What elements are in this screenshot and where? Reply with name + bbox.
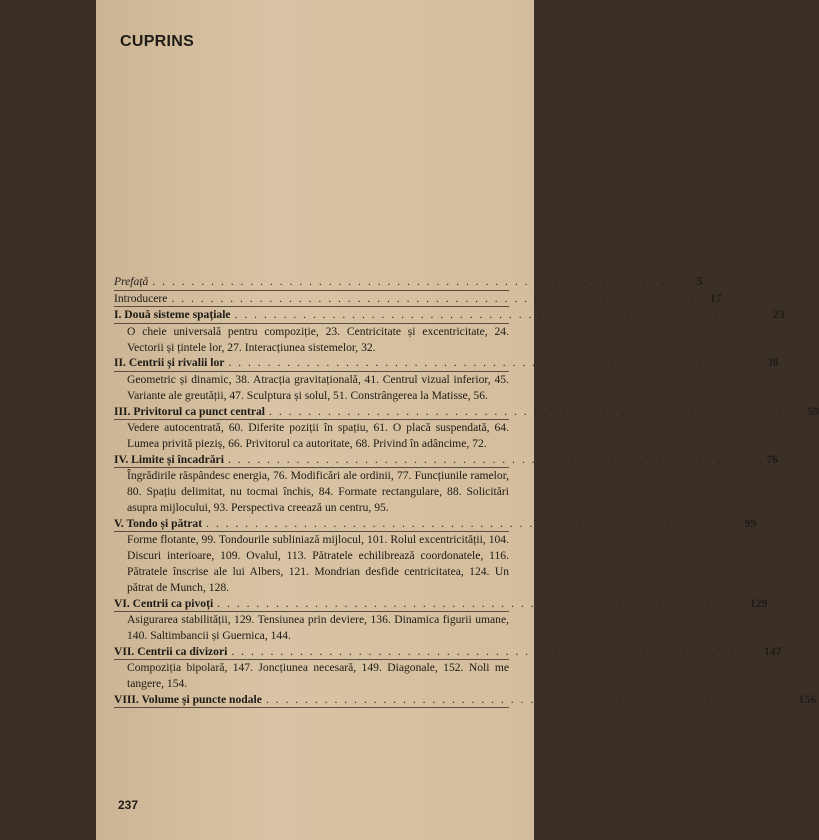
toc-entry [114,274,703,291]
toc-entry-subsections: Compoziția bipolară, 147. Joncțiunea necesară, 149. Diagonale, 152. Noli me tangere, 154. [127,661,509,691]
toc-entry-page: 23 [773,308,785,322]
book-page [96,0,819,840]
toc-entry-title: VIII. Volume și puncte nodale [114,692,262,706]
toc-entry-subsections: Vedere autocentrată, 60. Diferite poziții în spațiu, 61. O placă suspendată, 64. Lumea privită pieziș, 66. Privitorul ca autoritate, 68. Privind în adâncime, 72. [127,421,509,450]
toc-entry-page: 129 [749,596,768,610]
toc-row [114,516,757,533]
dot-leader: . . . . . . . . . . . . . . . . . . . . . . . . . . . . . . . . . . . . . . . . . . . . . . . . . . . . . . [269,404,794,418]
toc-row [114,404,819,421]
toc-entry-page: 76 [766,452,779,466]
toc-entry [114,644,782,692]
toc-entry-subsections: Geometric și dinamic, 38. Atracția gravitațională, 41. Centrul vizual inferior, 45. Variante ale greutății, 47. Sculptura și solul, 51. Constrângerea la Matisse, 56. [127,372,509,402]
dot-leader: . . . . . . . . . . . . . . . . . . . . . . . . . . . . . . . . . . . . . . . . . . . . . . . . . . . . . . [228,356,753,370]
toc-entry-title: Introducere [114,291,168,305]
toc-entry [114,692,816,709]
toc-entry-title: VII. Centrii ca divizori [114,644,228,658]
toc-entry-title: I. Două sisteme spațiale [114,308,231,322]
dot-leader: . . . . . . . . . . . . . . . . . . . . . . . . . . . . . . . . . . . . . . . . . . . . . . . . . . . . . . [234,308,759,322]
toc-entry-title: IV. Limite și încadrări [114,452,224,466]
dot-leader: . . . . . . . . . . . . . . . . . . . . . . . . . . . . . . . . . . . . . . . . . . . . . . . . . . . . . . [265,692,790,706]
toc-entry-page: 5 [696,275,703,288]
toc-entry-title: Prefață [114,275,149,288]
dot-leader: . . . . . . . . . . . . . . . . . . . . . . . . . . . . . . . . . . . . . . . . . . . . . . . . . . . . . . [231,644,756,658]
dot-leader: . . . . . . . . . . . . . . . . . . . . . . . . . . . . . . . . . . . . . . . . . . . . . . . . . . . . . . [206,516,731,530]
toc-entry-title: VI. Centrii ca pivoți [114,596,214,610]
toc-entry-title: II. Centrii și rivalii lor [114,356,225,370]
toc-row [114,355,779,372]
toc-entry-page: 147 [764,644,782,658]
toc-entry-page: 156 [798,692,816,706]
toc-entry-subsections: Forme flotante, 99. Tondourile subliniază mijlocul, 101. Rolul excentricității, 104. Discuri interioare, 109. Ovalul, 113. Pătratele echilibrează coordonatele, 116. Pătratele înscrise ale lui Albers, 121. Mondrian desfide centricitatea, 124. Un pătrat de Munch, 128. [127,533,509,594]
toc-row [114,596,768,613]
toc-row [114,452,779,469]
toc-entry [114,291,722,308]
toc-entry-subsections: O cheie universală pentru compoziție, 23. Centricitate și excentricitate, 24. Vectorii și țintele lor, 27. Interacțiunea sistemelor, 32. [127,324,509,354]
toc-row [114,291,722,308]
dot-leader: . . . . . . . . . . . . . . . . . . . . . . . . . . . . . . . . . . . . . . . . . . . . . . . . . . . . . . [227,452,753,466]
toc-entry [114,596,768,644]
toc-entry-title: V. Tondo și pătrat [114,516,203,530]
page-number: 237 [118,798,139,812]
toc-entry [114,355,779,403]
toc-row [114,307,785,324]
toc-row [114,274,703,291]
dot-leader: . . . . . . . . . . . . . . . . . . . . . . . . . . . . . . . . . . . . . . . . . . . . . . . . . . . . . . [171,291,696,305]
page-heading: CUPRINS [120,33,195,50]
toc-entry-page: 17 [709,291,722,305]
toc-entry-page: 59 [807,404,819,418]
dot-leader: . . . . . . . . . . . . . . . . . . . . . . . . . . . . . . . . . . . . . . . . . . . . . . . . . . . . . . [217,596,742,610]
table-of-contents [114,274,819,708]
toc-entry-title: III. Privitorul ca punct central [114,404,266,418]
toc-entry [114,516,757,596]
toc-entry-page: 38 [767,356,779,370]
toc-entry [114,452,779,516]
toc-row [114,644,782,661]
dot-leader: . . . . . . . . . . . . . . . . . . . . . . . . . . . . . . . . . . . . . . . . . . . . . . . . . . . . . . [152,275,677,288]
toc-entry [114,404,819,452]
toc-entry-page: 99 [744,516,757,530]
show-through-text [326,40,521,260]
toc-entry [114,307,785,355]
toc-row [114,692,816,709]
toc-entry-subsections: Asigurarea stabilității, 129. Tensiunea prin deviere, 136. Dinamica figurii umane, 140. Saltimbancii și Guernica, 144. [127,613,509,642]
toc-entry-subsections: Îngrădirile răspândesc energia, 76. Modificări ale ordinii, 77. Funcțiunile ramelor, 80. Spațiu delimitat, nu tocmai închis, 84. Formate rectangulare, 88. Solicitări asupra mijlocului, 93. Perspectiva creează un centru, 95. [127,469,509,514]
